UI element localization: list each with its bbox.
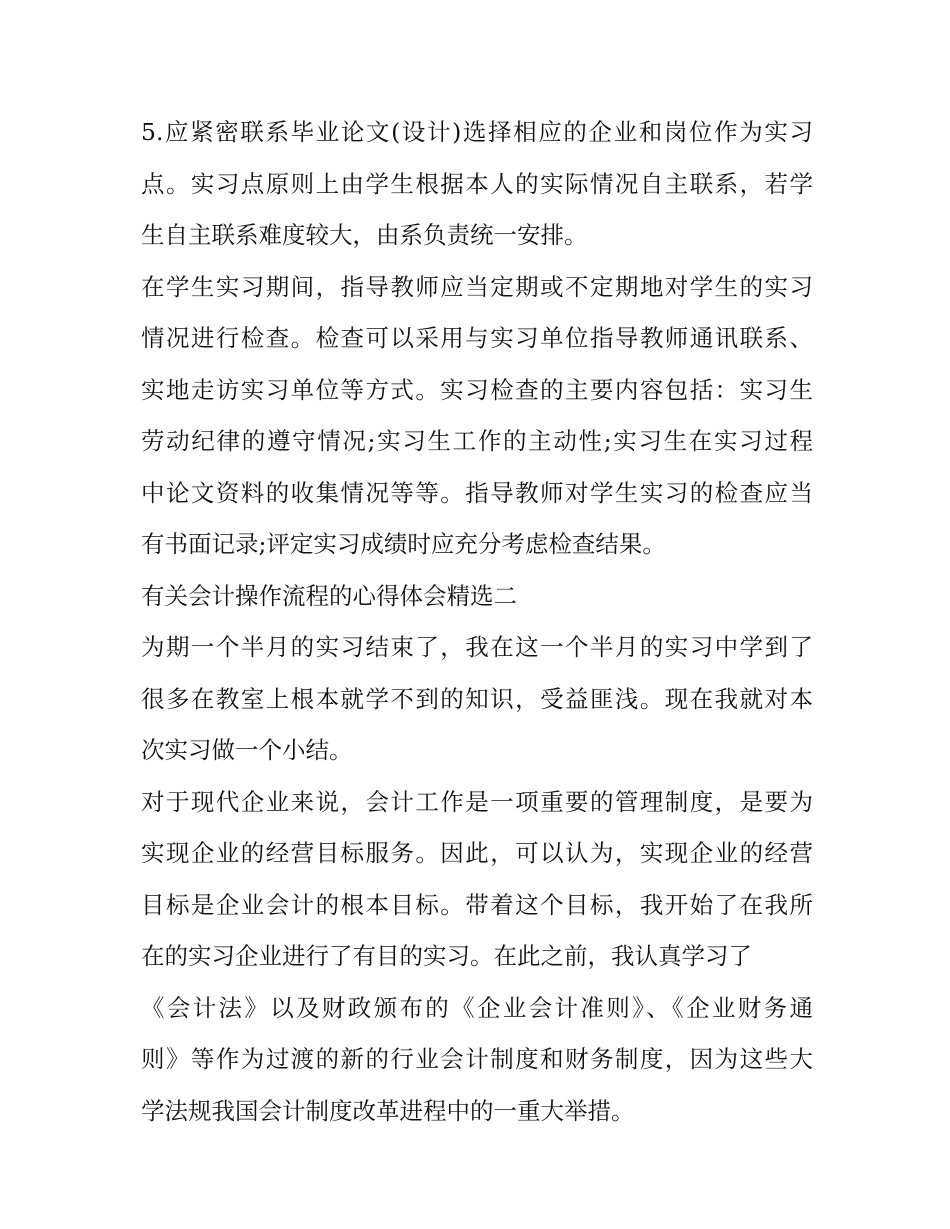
text-line: 学法规我国会计制度改革进程中的一重大举措。 [141,1096,635,1125]
text-line: 在的实习企业进行了有目的实习。在此之前，我认真学习了 [141,942,752,970]
text-line: 情况进行检查。检查可以采用与实习单位指导教师通讯联系、 [141,324,813,352]
text-line: 在学生实习期间，指导教师应当定期或不定期地对学生的实习 [141,272,813,301]
text-line: 中论文资料的收集情况等等。指导教师对学生实习的检查应当 [141,478,813,507]
text-line: 劳动纪律的遵守情况;实习生工作的主动性;实习生在实习过程 [141,427,813,455]
text-line: 5.应紧密联系毕业论文(设计)选择相应的企业和岗位作为实习 [141,118,813,146]
text-line: 实现企业的经营目标服务。因此，可以认为，实现企业的经营 [141,839,813,867]
text-line: 对于现代企业来说，会计工作是一项重要的管理制度，是要为 [141,787,813,816]
text-line: 点。实习点原则上由学生根据本人的实际情况自主联系，若学 [141,169,813,198]
document-body [141,107,813,1137]
section-heading: 有关会计操作流程的心得体会精选二 [141,581,517,610]
text-line: 则》等作为过渡的新的行业会计制度和财务制度，因为这些大 [141,1045,813,1073]
text-line: 很多在教室上根本就学不到的知识，受益匪浅。现在我就对本 [141,684,813,713]
text-line: 为期一个半月的实习结束了，我在这一个半月的实习中学到了 [141,633,813,661]
text-line: 实地走访实习单位等方式。实习检查的主要内容包括：实习生 [141,375,813,404]
text-line: 《会计法》以及财政颁布的《企业会计准则》、《企业财务通 [141,993,813,1022]
text-line: 生自主联系难度较大，由系负责统一安排。 [141,221,588,249]
text-line: 次实习做一个小结。 [141,736,353,764]
text-line: 有书面记录;评定实习成绩时应充分考虑检查结果。 [141,530,666,558]
text-line: 目标是企业会计的根本目标。带着这个目标，我开始了在我所 [141,890,813,919]
